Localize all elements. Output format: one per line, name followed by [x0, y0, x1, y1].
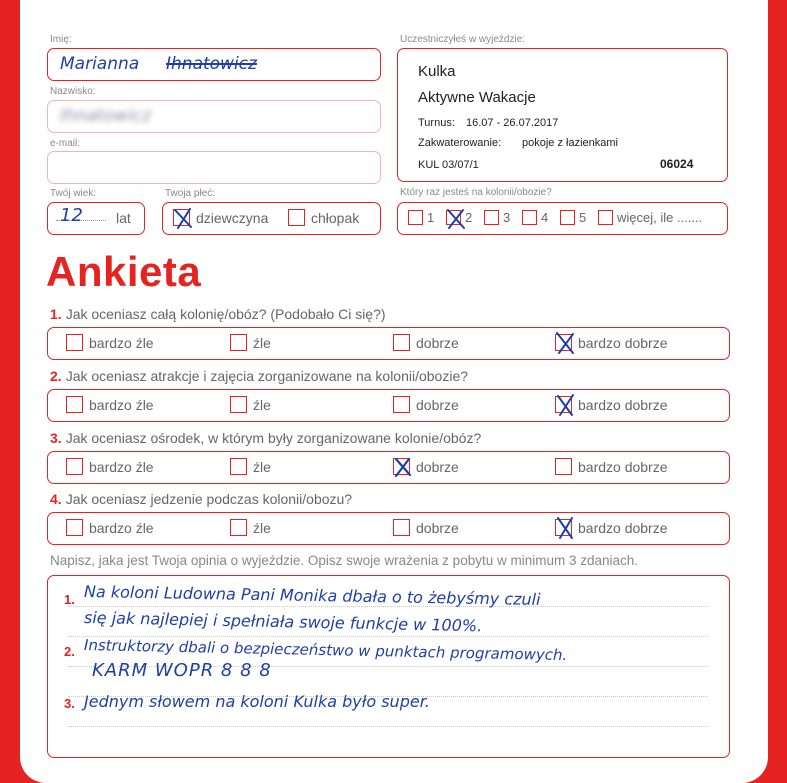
- plec-field: [162, 202, 381, 235]
- q4-option-bardzo-dobrze[interactable]: [555, 519, 668, 536]
- q3-checkbox-zle[interactable]: [230, 458, 247, 475]
- which-time-option-3[interactable]: [484, 210, 510, 225]
- q4-option-dobrze[interactable]: [393, 519, 459, 536]
- plec-option-chlopak[interactable]: [288, 209, 359, 226]
- q4-checkbox-dobrze[interactable]: [393, 519, 410, 536]
- q1-label-bardzo-dobrze: bardzo dobrze: [578, 334, 668, 351]
- question-1-answers: [47, 327, 730, 360]
- q1-checkbox-zle[interactable]: [230, 334, 247, 351]
- question-4-number: 4.: [50, 491, 62, 507]
- wiek-label: Twój wiek:: [50, 188, 97, 199]
- opinion-line-3: Instruktorzy dbali o bezpieczeństwo w punktach programowych.: [83, 636, 568, 665]
- question-4-text: Jak oceniasz jedzenie podczas kolonii/obozu?: [65, 491, 353, 507]
- q1-label-bardzo-zle: bardzo źle: [89, 334, 154, 351]
- which-time-option-2[interactable]: [446, 210, 472, 225]
- trip-program: Aktywne Wakacje: [418, 89, 536, 106]
- q1-option-bardzo-zle[interactable]: [66, 334, 154, 351]
- q2-checkbox-bardzo-dobrze[interactable]: [555, 396, 572, 413]
- opinion-line-4: KARM WOPR 8 8 8: [92, 660, 272, 681]
- cross-mark-icon: [445, 207, 467, 231]
- which-time-option-2-label: 2: [465, 210, 473, 225]
- imie-label: Imię:: [50, 34, 72, 45]
- q3-label-zle: źle: [253, 458, 271, 475]
- wiek-field[interactable]: [47, 202, 145, 235]
- question-2: [50, 368, 468, 384]
- which-time-option-more[interactable]: [598, 210, 702, 225]
- q4-label-dobrze: dobrze: [416, 519, 459, 536]
- question-3: [50, 430, 481, 446]
- opinion-line-2: się jak najlepiej i spełniała swoje funkcje w 100%.: [83, 608, 483, 636]
- q4-label-bardzo-dobrze: bardzo dobrze: [578, 519, 668, 536]
- q1-checkbox-bardzo-dobrze[interactable]: [555, 334, 572, 351]
- chlopak-checkbox[interactable]: [288, 209, 305, 226]
- q4-option-bardzo-zle[interactable]: [66, 519, 154, 536]
- plec-option-dziewczyna[interactable]: [173, 209, 268, 226]
- zakw-value: pokoje z łazienkami: [522, 137, 618, 149]
- q2-label-bardzo-dobrze: bardzo dobrze: [578, 396, 668, 413]
- which-time-option-more-label: więcej, ile .......: [617, 210, 703, 225]
- chlopak-label: chłopak: [311, 209, 360, 226]
- q2-checkbox-zle[interactable]: [230, 396, 247, 413]
- q2-label-zle: źle: [253, 396, 271, 413]
- q2-option-dobrze[interactable]: [393, 396, 459, 413]
- which-time-checkbox-3[interactable]: [484, 210, 499, 225]
- survey-title: Ankieta: [46, 248, 202, 295]
- q3-checkbox-dobrze[interactable]: [393, 458, 410, 475]
- question-2-answers: [47, 389, 730, 422]
- q4-checkbox-bardzo-dobrze[interactable]: [555, 519, 572, 536]
- which-time-option-1[interactable]: [408, 210, 434, 225]
- q1-option-dobrze[interactable]: [393, 334, 459, 351]
- which-time-label: Który raz jesteś na kolonii/obozie?: [400, 187, 552, 198]
- question-1-text: Jak oceniasz całą kolonię/obóz? (Podobało Ci się?): [65, 306, 386, 322]
- trip-company: Kulka: [418, 63, 456, 80]
- q3-checkbox-bardzo-dobrze[interactable]: [555, 458, 572, 475]
- which-time-option-5[interactable]: [560, 210, 586, 225]
- opinion-number-1: 1.: [64, 592, 75, 607]
- q4-checkbox-zle[interactable]: [230, 519, 247, 536]
- opinion-number-3: 3.: [64, 696, 75, 711]
- which-time-option-1-label: 1: [427, 210, 435, 225]
- zakw-label: Zakwaterowanie:: [418, 137, 502, 149]
- which-time-checkbox-4[interactable]: [522, 210, 537, 225]
- q2-label-bardzo-zle: bardzo źle: [89, 396, 154, 413]
- which-time-option-4[interactable]: [522, 210, 548, 225]
- plec-label: Twoja płeć:: [165, 188, 216, 199]
- cross-mark-icon: [554, 331, 576, 355]
- opinion-prompt: Napisz, jaka jest Twoja opinia o wyjeździe. Opisz swoje wrażenia z pobytu w minimum 3 zdaniach.: [50, 553, 639, 568]
- which-time-field: [397, 202, 728, 235]
- wiek-unit: lat: [116, 210, 131, 226]
- which-time-checkbox-1[interactable]: [408, 210, 423, 225]
- nazwisko-field[interactable]: [47, 100, 381, 133]
- question-3-answers: [47, 451, 730, 484]
- question-1-number: 1.: [50, 306, 62, 322]
- question-3-text: Jak oceniasz ośrodek, w którym były zorganizowane kolonie/obóz?: [65, 430, 482, 446]
- q2-option-bardzo-dobrze[interactable]: [555, 396, 668, 413]
- q2-label-dobrze: dobrze: [416, 396, 459, 413]
- trip-code: KUL 03/07/1: [418, 159, 479, 171]
- trip-label: Uczestniczyłeś w wyjeździe:: [400, 34, 526, 45]
- cross-mark-icon: [554, 393, 576, 417]
- q2-option-zle[interactable]: [230, 396, 271, 413]
- q1-label-dobrze: dobrze: [416, 334, 459, 351]
- q3-label-dobrze: dobrze: [416, 458, 459, 475]
- question-3-number: 3.: [50, 430, 62, 446]
- q1-option-zle[interactable]: [230, 334, 271, 351]
- which-time-option-4-label: 4: [541, 210, 549, 225]
- trip-number: 06024: [660, 157, 694, 171]
- imie-value: Marianna: [60, 54, 140, 74]
- nazwisko-value: Ihnatowicz: [60, 106, 151, 126]
- question-2-text: Jak oceniasz atrakcje i zajęcia zorganizowane na kolonii/obozie?: [65, 368, 469, 384]
- q4-label-bardzo-zle: bardzo źle: [89, 519, 154, 536]
- opinion-textarea[interactable]: [47, 575, 730, 758]
- opinion-line-5: Jednym słowem na koloni Kulka było super.: [84, 692, 430, 711]
- turnus-label: Turnus:: [418, 117, 455, 129]
- which-time-option-5-label: 5: [579, 210, 587, 225]
- cross-mark-icon: [172, 206, 194, 230]
- opinion-line-1: Na koloni Ludowna Pani Monika dbała o to żebyśmy czuli: [83, 582, 541, 609]
- email-label: e-mail:: [50, 138, 81, 149]
- nazwisko-label: Nazwisko:: [50, 86, 96, 97]
- which-time-checkbox-5[interactable]: [560, 210, 575, 225]
- email-field[interactable]: [47, 151, 381, 184]
- q1-label-zle: źle: [253, 334, 271, 351]
- opinion-number-2: 2.: [64, 644, 75, 659]
- imie-struck-value: Ihnatowicz: [166, 54, 257, 74]
- q3-option-zle[interactable]: [230, 458, 271, 475]
- q3-checkbox-bardzo-zle[interactable]: [66, 458, 83, 475]
- question-4: [50, 491, 352, 507]
- dziewczyna-checkbox[interactable]: [173, 209, 190, 226]
- q4-option-zle[interactable]: [230, 519, 271, 536]
- which-time-checkbox-more[interactable]: [598, 210, 613, 225]
- question-1: [50, 306, 386, 322]
- q4-checkbox-bardzo-zle[interactable]: [66, 519, 83, 536]
- q4-label-zle: źle: [253, 519, 271, 536]
- q3-label-bardzo-dobrze: bardzo dobrze: [578, 458, 668, 475]
- ruled-line: [68, 726, 708, 727]
- q3-label-bardzo-zle: bardzo źle: [89, 458, 154, 475]
- q3-option-dobrze[interactable]: [393, 458, 459, 475]
- question-2-number: 2.: [50, 368, 62, 384]
- dziewczyna-label: dziewczyna: [196, 209, 269, 226]
- imie-field[interactable]: [47, 48, 381, 81]
- q3-option-bardzo-dobrze[interactable]: [555, 458, 668, 475]
- cross-mark-icon: [392, 455, 414, 479]
- q1-checkbox-bardzo-zle[interactable]: [66, 334, 83, 351]
- q2-option-bardzo-zle[interactable]: [66, 396, 154, 413]
- cross-mark-icon: [554, 516, 576, 540]
- which-time-option-3-label: 3: [503, 210, 511, 225]
- trip-info-box: [397, 48, 728, 182]
- which-time-checkbox-2[interactable]: [446, 210, 461, 225]
- wiek-value: 12: [60, 205, 83, 226]
- question-4-answers: [47, 512, 730, 545]
- turnus-value: 16.07 - 26.07.2017: [466, 117, 559, 129]
- q2-checkbox-dobrze[interactable]: [393, 396, 410, 413]
- q3-option-bardzo-zle[interactable]: [66, 458, 154, 475]
- q1-option-bardzo-dobrze[interactable]: [555, 334, 668, 351]
- q2-checkbox-bardzo-zle[interactable]: [66, 396, 83, 413]
- q1-checkbox-dobrze[interactable]: [393, 334, 410, 351]
